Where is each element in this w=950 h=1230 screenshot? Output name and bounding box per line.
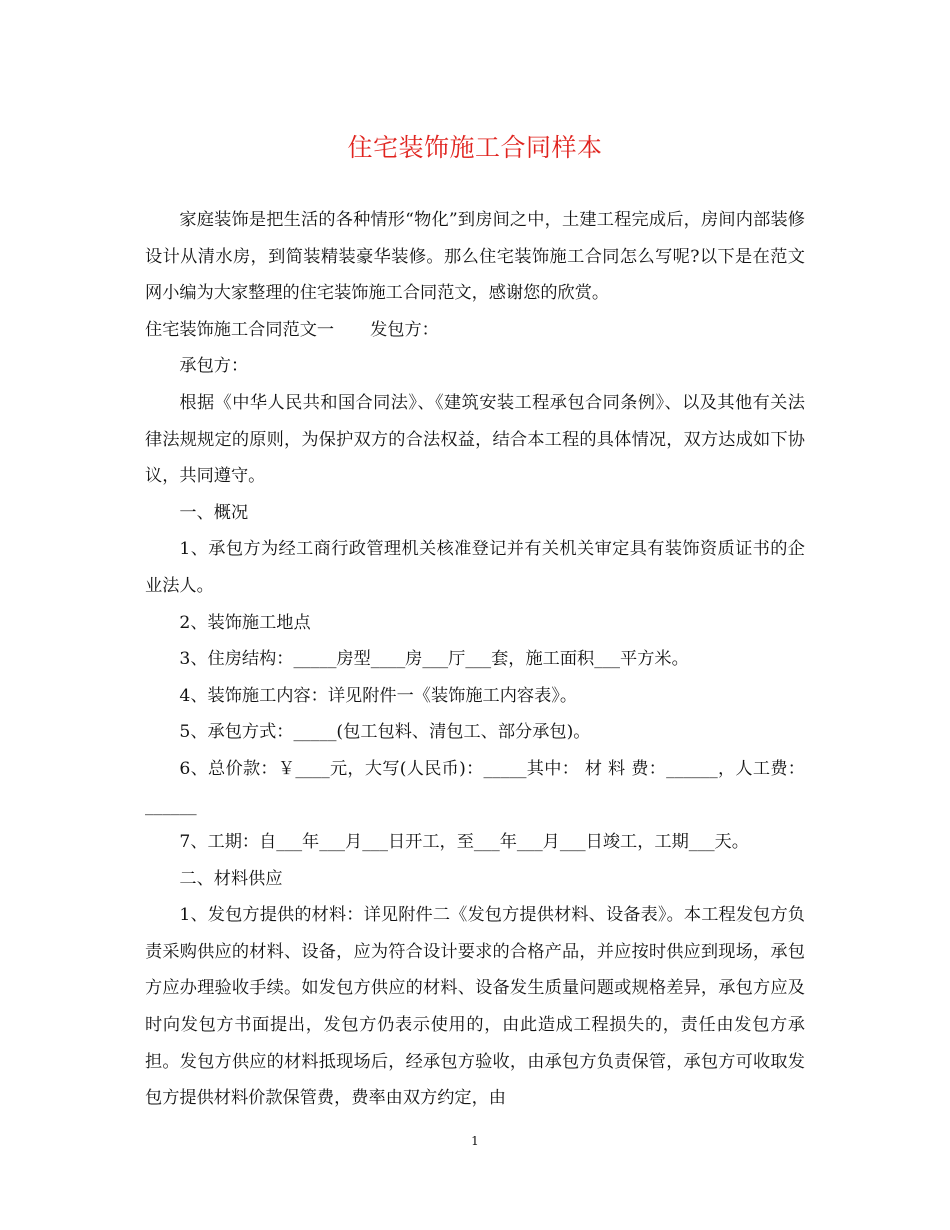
party-b-label: 承包方：: [179, 356, 249, 377]
party-a-label: 发包方：: [370, 319, 439, 340]
page-number: 1: [471, 1134, 479, 1148]
document-title: 住宅装饰施工合同样本: [347, 133, 603, 162]
document-body: [145, 202, 805, 1117]
preamble-paragraph: 根据《中华人民共和国合同法》、《建筑安装工程承包合同条例》、以及其他有关法律法规规定的原则，为保护双方的合法权益，结合本工程的具体情况，双方达成如下协议，共同遵守。: [145, 392, 805, 487]
section-1-item-1: 1、承包方为经工商行政管理机关核准登记并有关机关审定具有装饰资质证书的企业法人。: [145, 539, 805, 596]
section-2-item-1: 1、发包方提供的材料：详见附件二《发包方提供材料、设备表》。本工程发包方负责采购供应的材料、设备，应为符合设计要求的合格产品，并应按时供应到现场，承包方应办理验收手续。如发包方供应的材料、设备发生质量问题或规格差异，承包方应及时向发包方书面提出，发包方仍表示使用的，由此造成工程损失的，责任由发包方承担。发包方供应的材料抵现场后，经承包方验收，由承包方负责保管，承包方可收取发包方提供材料价款保管费，费率由双方约定，由: [145, 905, 805, 1109]
section-2-heading: 二、材料供应: [179, 868, 283, 889]
section-1-item-2: 2、装饰施工地点: [179, 612, 311, 633]
section-1-item-6: 6、总价款：￥____元，大写(人民币)：_____其中： 材 料 费：______，人工费：______: [145, 758, 805, 816]
sample-heading: 住宅装饰施工合同范文一: [145, 319, 335, 340]
section-1-item-3: 3、住房结构：_____房型____房___厅___套，施工面积___平方米。: [179, 649, 689, 670]
sample-heading-line: [145, 312, 805, 349]
section-1-item-7: 7、工期：自___年___月___日开工，至___年___月___日竣工，工期___天。: [179, 832, 749, 853]
intro-paragraph: 家庭装饰是把生活的各种情形“物化”到房间之中，土建工程完成后，房间内部装修设计从清水房，到简装精装豪华装修。那么住宅装饰施工合同怎么写呢?以下是在范文网小编为大家整理的住宅装饰施工合同范文，感谢您的欣赏。: [145, 210, 805, 304]
section-1-item-5: 5、承包方式：_____(包工包料、清包工、部分承包)。: [179, 722, 591, 743]
section-1-item-4: 4、装饰施工内容：详见附件一《装饰施工内容表》。: [179, 685, 578, 706]
section-1-heading: 一、概况: [179, 502, 249, 523]
